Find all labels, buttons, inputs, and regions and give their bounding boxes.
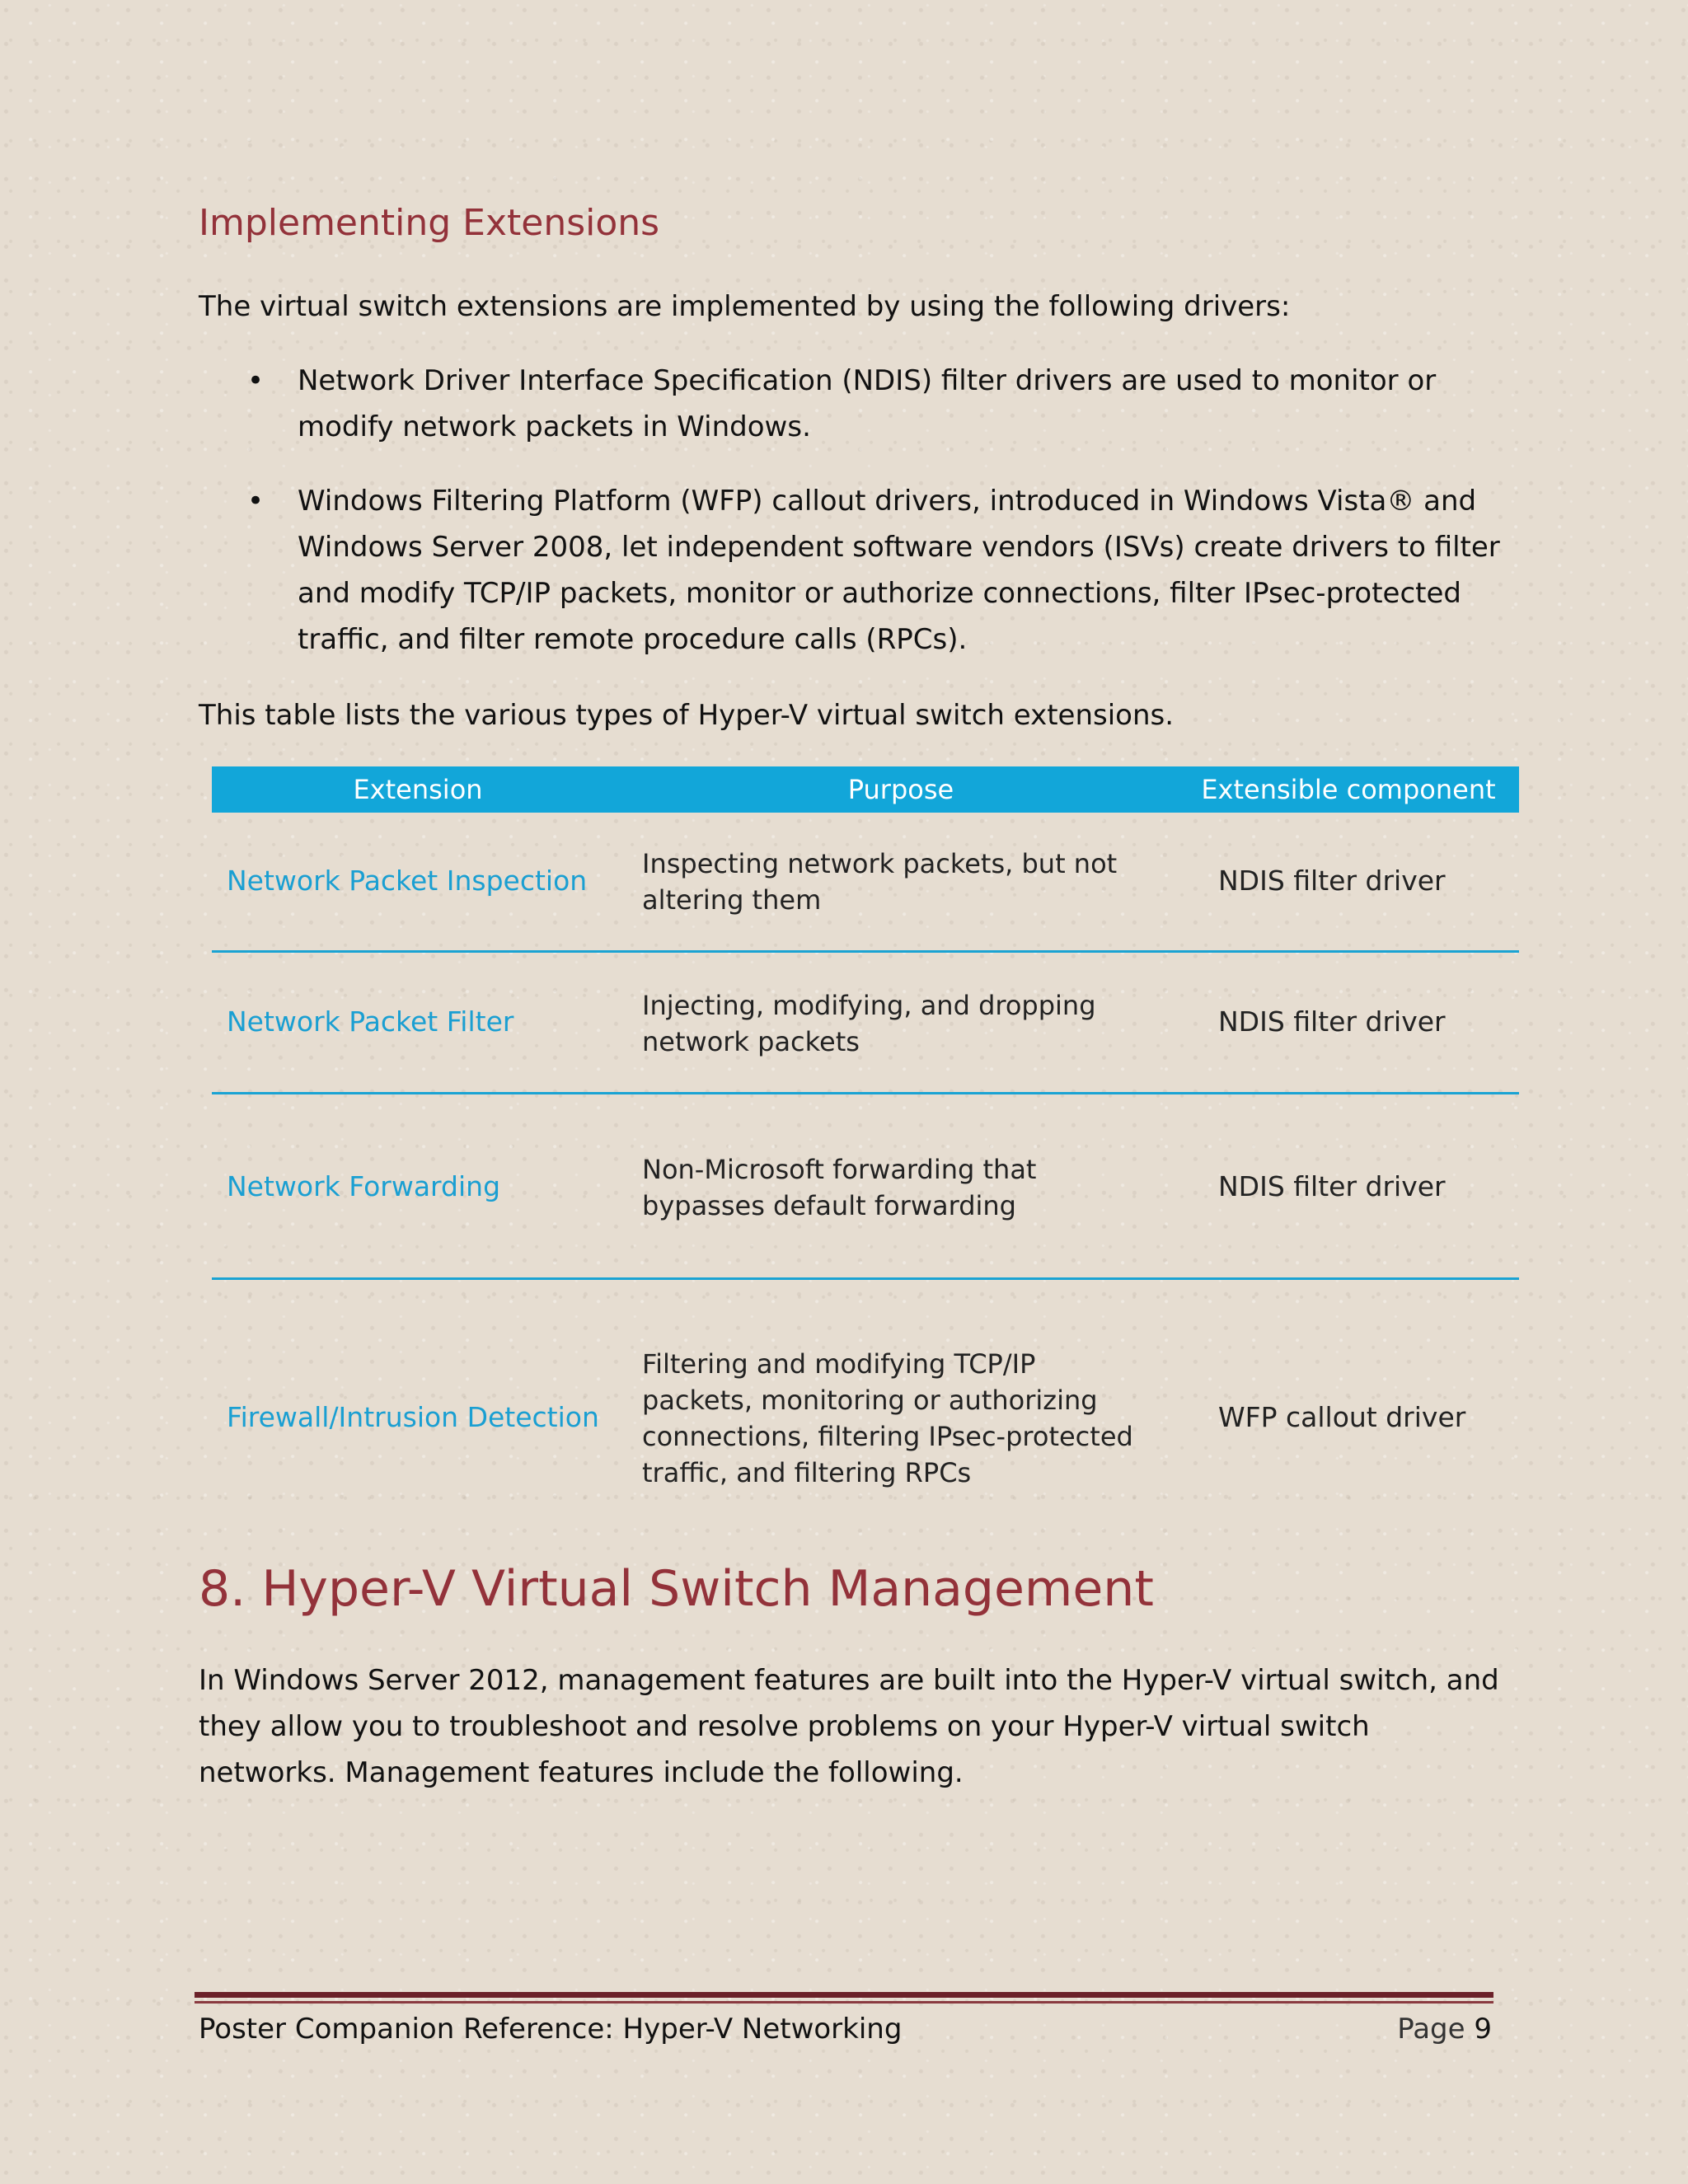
- column-header-extension: Extension: [353, 774, 483, 805]
- table-row-extension: Network Packet Inspection: [227, 865, 588, 897]
- page-label: Page: [1397, 2013, 1465, 2046]
- footer-rule-thin: [195, 2001, 1493, 2004]
- table-row-extension: Network Packet Filter: [227, 1005, 514, 1038]
- row-divider: [212, 1277, 1519, 1280]
- table-row-purpose: Inspecting network packets, but not altering them: [642, 848, 1118, 916]
- table-row-component: NDIS filter driver: [1218, 1005, 1446, 1038]
- page-number-value: 9: [1474, 2013, 1492, 2046]
- footer-title: Poster Companion Reference: Hyper-V Networking: [199, 2013, 903, 2046]
- table-row-component: NDIS filter driver: [1218, 1170, 1446, 1202]
- column-header-component: Extensible component: [1201, 774, 1496, 805]
- table-row-purpose: Filtering and modifying TCP/IP packets, monitoring or authorizing connections, filtering IPsec-protected traffic, and filtering RPCs: [642, 1348, 1133, 1488]
- row-divider: [212, 950, 1519, 953]
- bullet-icon: •: [247, 485, 265, 518]
- table-row-extension: Network Forwarding: [227, 1170, 501, 1202]
- chapter-body-paragraph: In Windows Server 2012, management features are built into the Hyper-V virtual switch, and they allow you to troubleshoot and resolve problems on your Hyper-V virtual switch networks. Management features include the following.: [199, 1664, 1499, 1789]
- bullet-icon: •: [247, 364, 265, 397]
- column-header-purpose: Purpose: [847, 774, 954, 805]
- footer-rule: [195, 1992, 1493, 1998]
- table-row-component: WFP callout driver: [1218, 1401, 1466, 1433]
- bullet-item-wfp: Windows Filtering Platform (WFP) callout drivers, introduced in Windows Vista® and Windows Server 2008, let independent software vendors (ISVs) create drivers to filter and modify TCP/IP packets, monitor or authorize connections, filter IPsec-protected traffic, and filter remote procedure calls (RPCs).: [298, 485, 1500, 656]
- table-row-component: NDIS filter driver: [1218, 865, 1446, 897]
- table-row-extension: Firewall/Intrusion Detection: [227, 1401, 599, 1433]
- page-number: [1397, 2008, 1492, 2050]
- table-row-purpose: Non-Microsoft forwarding that bypasses default forwarding: [642, 1154, 1037, 1221]
- chapter-heading: 8. Hyper-V Virtual Switch Management: [199, 1560, 1154, 1618]
- table-header: [212, 766, 1519, 813]
- section-heading: Implementing Extensions: [199, 202, 660, 244]
- table-row-purpose: Injecting, modifying, and dropping network packets: [642, 990, 1096, 1057]
- bullet-item-ndis: Network Driver Interface Specification (NDIS) filter drivers are used to monitor or modify network packets in Windows.: [298, 364, 1437, 443]
- table-intro-paragraph: This table lists the various types of Hyper-V virtual switch extensions.: [199, 699, 1175, 732]
- intro-paragraph: The virtual switch extensions are implemented by using the following drivers:: [199, 290, 1291, 323]
- row-divider: [212, 1092, 1519, 1094]
